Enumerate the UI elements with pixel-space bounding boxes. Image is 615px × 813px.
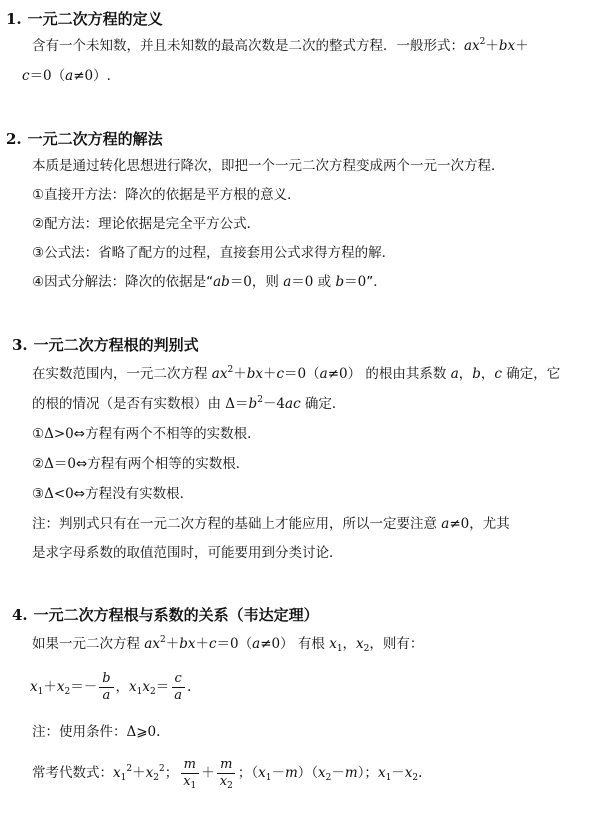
section-4-line-3: 常考代数式：$x_1^2+x_2^2$； $\frac{m}{x_1}$ ＋ $\frac{m}{x_2}$ ；$(x_1-m)(x_2-m)$；$x_1-x_2$. — [32, 756, 423, 791]
section-3-line-1: 在实数范围内，一元二次方程 $ax^2+bx+c=0(a\ne 0)$ 的根由其系数 a，b，c 确定，它 — [32, 365, 561, 382]
section-1-line-1: 含有一个未知数，并且未知数的最高次数是二次的整式方程．一般形式：$ax^2+bx+$ — [32, 37, 529, 54]
section-3-line-2: 的根的情况（是否有实数根）由 $\Delta=b^2-4ac$ 确定． — [32, 395, 346, 412]
section-1-heading: 1. 一元二次方程的定义 — [6, 10, 163, 28]
section-3-line-6: 注：判别式只有在一元二次方程的基础上才能应用，所以一定要注意 a≠0，尤其 — [32, 516, 510, 532]
section-4-line-2: 注：使用条件：Δ⩾0. — [32, 724, 161, 740]
section-3-line-3: ①Δ>0⇔方程有两个不相等的实数根． — [32, 426, 261, 442]
section-3-heading: 3. 一元二次方程根的判别式 — [12, 336, 199, 354]
section-1-line-2: c＝0（a≠0）. — [22, 68, 111, 84]
section-4-formula: $x_1+x_2=-$ $\frac{b}{a}$ ，$x_1x_2=$ $\frac{c}{a}$ . — [30, 670, 192, 703]
section-2-line-3: ②配方法：理论依据是完全平方公式． — [32, 216, 261, 232]
section-2-line-1: 本质是通过转化思想进行降次，即把一个一元二次方程变成两个一元一次方程． — [32, 158, 505, 174]
section-3-line-5: ③Δ<0⇔方程没有实数根． — [32, 486, 194, 502]
section-2-line-4: ③公式法：省略了配方的过程，直接套用公式求得方程的解． — [32, 245, 396, 261]
section-2-heading: 2. 一元二次方程的解法 — [6, 130, 163, 148]
section-4-heading: 4. 一元二次方程根与系数的关系（韦达定理） — [12, 606, 319, 624]
section-3-line-7: 是求字母系数的取值范围时，可能要用到分类讨论． — [32, 545, 343, 561]
section-2-line-2: ①直接开方法：降次的依据是平方根的意义． — [32, 187, 301, 203]
section-3-line-4: ②Δ＝0⇔方程有两个相等的实数根． — [32, 456, 250, 472]
section-4-line-1: 如果一元二次方程 $ax^2+bx+c=0(a\ne 0)$ 有根 $x_1$，$x_2$，则有： — [32, 635, 424, 654]
section-2-line-5: ④因式分解法：降次的依据是“ab＝0，则 a＝0 或 b＝0”． — [32, 274, 387, 290]
